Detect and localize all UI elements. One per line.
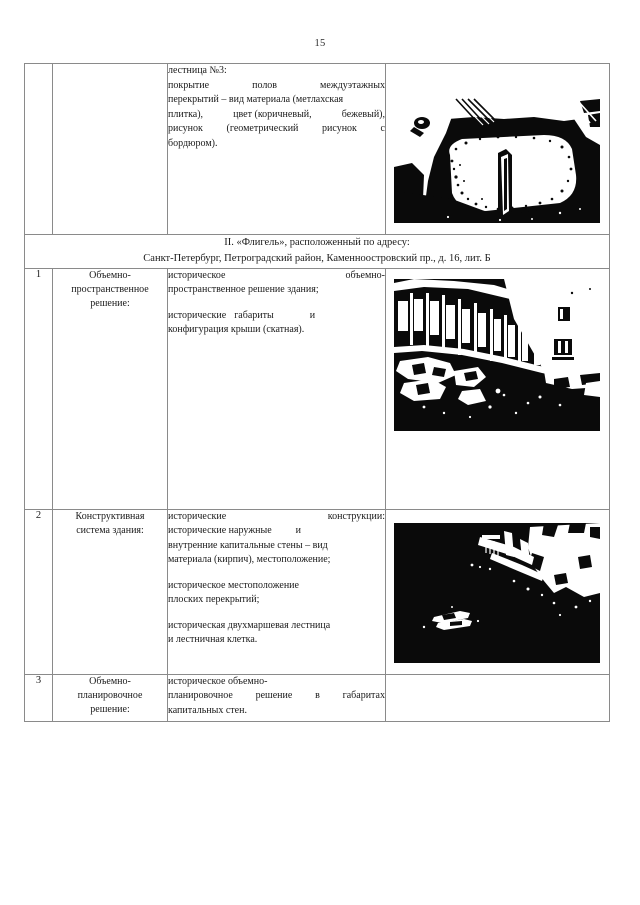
row-photo-cell — [386, 64, 610, 235]
photo-building-facade-image — [394, 279, 600, 431]
row-name-cell — [53, 64, 168, 235]
description-line: бордюром). — [168, 137, 218, 149]
row-name-cell — [53, 509, 168, 674]
row-description-cell — [168, 509, 386, 674]
photo-tiled-floor-stairwell-image — [394, 71, 600, 223]
row-photo-cell — [386, 509, 610, 674]
row-name-line: система здания: — [76, 524, 144, 536]
photo-interior-staircase-image — [394, 523, 600, 663]
section-heading-line-1: II. «Флигель», расположенный по адресу: — [224, 237, 410, 248]
description-line: перекрытий – вид материала (метлахская — [168, 94, 344, 105]
row-number-cell — [25, 64, 53, 235]
row-description-cell — [168, 64, 386, 235]
description-line: историческое местоположение — [168, 579, 299, 591]
table-row — [25, 64, 610, 235]
row-number-cell: 3 — [25, 674, 53, 721]
description-line: историческая двухмаршевая лестница — [168, 619, 331, 631]
row-description-cell — [168, 674, 386, 721]
description-line: внутренние капитальные стены – вид — [168, 539, 328, 551]
description-spacer — [168, 298, 385, 309]
description-line: покрытие полов междуэтажных — [168, 79, 385, 91]
description-line: конфигурация крыши (скатная). — [168, 324, 305, 336]
section-heading-line-2: Санкт-Петербург, Петроградский район, Каменноостровский пр., д. 16, лит. Б — [143, 253, 491, 265]
description-line: материала (кирпич), местоположение; — [168, 554, 331, 566]
row-name-cell — [53, 674, 168, 721]
description-line: планировочное решение в габаритах — [168, 690, 385, 702]
row-name-line: решение: — [90, 297, 130, 309]
description-line: рисунок (геометрический рисунок с — [168, 123, 385, 134]
section-heading-cell — [25, 235, 610, 269]
photo-interior-staircase — [386, 510, 609, 673]
description-line: исторические конструкции: — [168, 510, 385, 522]
protection-subject-table — [24, 63, 610, 722]
description-line: пространственное решение здания; — [168, 284, 319, 296]
description-spacer — [168, 568, 385, 579]
photo-building-facade — [386, 269, 609, 439]
description-spacer — [168, 608, 385, 619]
description-line: капитальных стен. — [168, 704, 247, 716]
table-row — [25, 674, 610, 721]
description-line: плоских перекрытий; — [168, 594, 260, 606]
photo-tiled-floor-stairwell — [386, 64, 609, 231]
row-name-line: пространственное — [71, 283, 149, 295]
description-line: исторические наружные и — [168, 525, 301, 537]
row-number-cell: 2 — [25, 509, 53, 674]
description-line: лестница №3: — [168, 65, 227, 76]
row-number-cell: 1 — [25, 268, 53, 509]
description-line: исторические габариты и — [168, 309, 316, 321]
table-section-row — [25, 235, 610, 269]
description-line: плитка), цвет (коричневый, бежевый), — [168, 108, 385, 120]
row-name-line: решение: — [90, 703, 130, 715]
row-name-cell — [53, 268, 168, 509]
facade-window-detail — [552, 337, 574, 360]
row-name-line: Объемно- — [89, 675, 131, 687]
row-name-line: планировочное — [77, 689, 143, 701]
description-line: историческое объемно- — [168, 269, 385, 281]
table-row — [25, 509, 610, 674]
row-photo-cell-empty — [386, 674, 610, 721]
row-name-line: Конструктивная — [75, 510, 145, 522]
row-name-line: Объемно- — [89, 269, 131, 281]
row-description-cell — [168, 268, 386, 509]
description-line: и лестничная клетка. — [168, 634, 258, 646]
table-row — [25, 268, 610, 509]
description-line: историческое объемно- — [168, 675, 268, 687]
row-photo-cell — [386, 268, 610, 509]
page-number: 15 — [314, 38, 326, 49]
